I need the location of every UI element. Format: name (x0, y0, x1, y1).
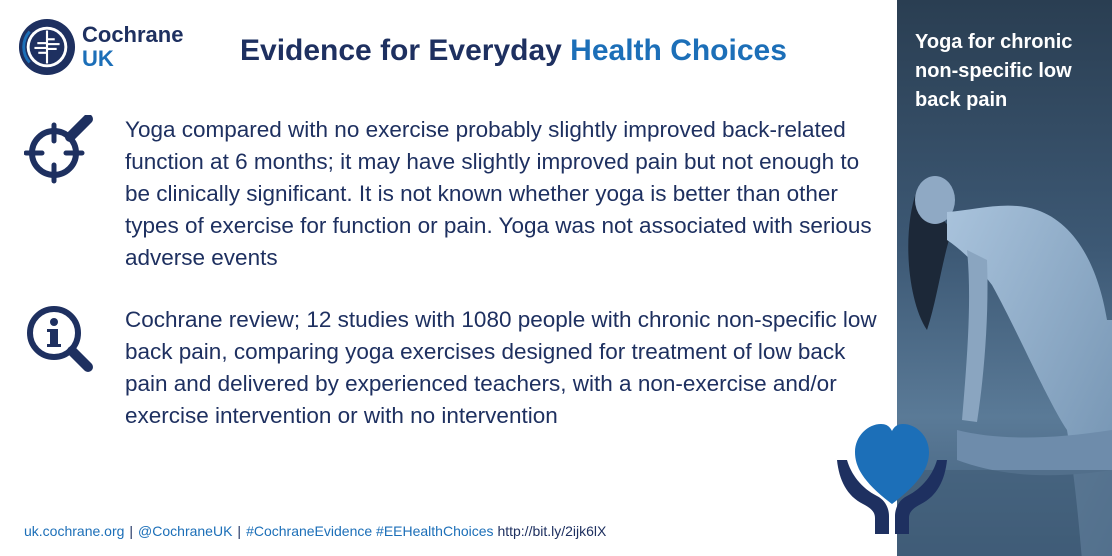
footer-links (24, 523, 606, 539)
target-magnifier-icon (24, 115, 94, 185)
info-magnifier-icon (24, 303, 94, 373)
cochrane-logo-icon (18, 18, 76, 76)
hashtags-link[interactable]: #CochraneEvidence #EEHealthChoices (246, 523, 494, 539)
review-details-text: Cochrane review; 12 studies with 1080 people with chronic non-specific low back pain, comparing yoga exercises designed for treatment of low back pain and delivered by experienced teachers, with a non-exercise and/or exercise intervention or with no intervention (125, 307, 877, 428)
cochrane-uk-logo (18, 18, 183, 76)
evidence-summary-text: Yoga compared with no exercise probably slightly improved back-related function at 6 months; it may have slightly improved pain but not enough to be clinically significant. It is not known whether yoga is better than other types of exercise for function or pain. Yoga was not associated with serious adverse events (125, 117, 872, 270)
twitter-handle-link[interactable]: @CochraneUK (138, 523, 233, 539)
title-main: Evidence for Everyday (240, 34, 571, 67)
footer-separator: | (237, 523, 242, 539)
site-link[interactable]: uk.cochrane.org (24, 523, 125, 539)
short-link[interactable]: http://bit.ly/2ijk6lX (497, 523, 607, 539)
footer-separator: | (129, 523, 134, 539)
title-accent: Health Choices (570, 34, 787, 67)
side-panel-title: Yoga for chronic non-specific low back pain (915, 31, 1073, 111)
logo-name: Cochrane (82, 22, 184, 47)
heart-in-hands-icon (833, 412, 951, 536)
logo-region: UK (82, 46, 114, 71)
page-title (240, 34, 787, 68)
